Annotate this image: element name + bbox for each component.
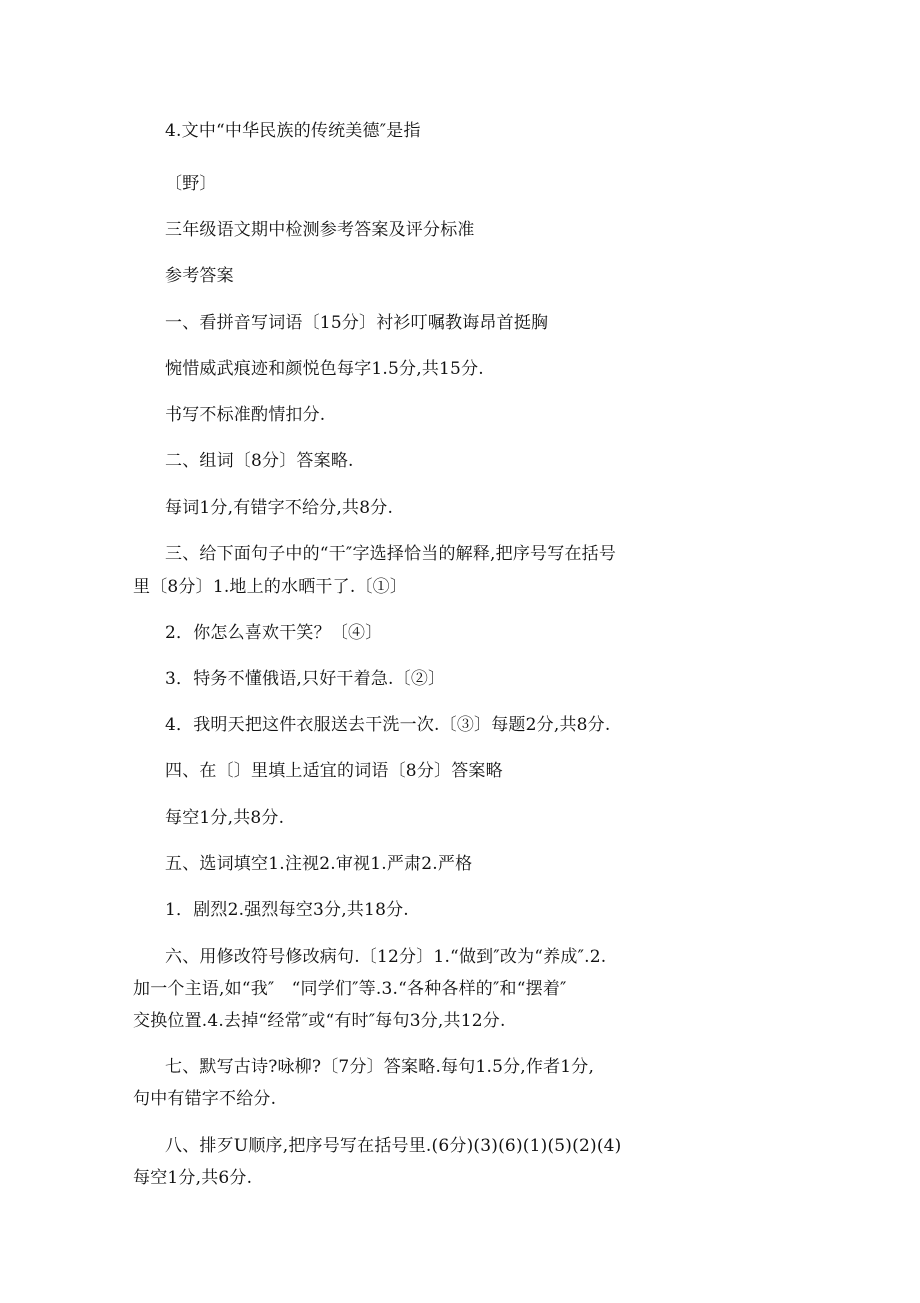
scoring-note-4: 每空1分,共8分. [165, 808, 285, 828]
answer-section-3-item-3: 3．特务不懂俄语,只好干着急.〔②〕 [165, 669, 446, 689]
answer-section-6-line-2: 加一个主语,如“我″ “同学们″等.3.“各种各样的″和“摆着″ [133, 979, 567, 999]
answer-section-8-continued: 每空1分,共6分. [133, 1168, 253, 1188]
answer-section-1: 一、看拼音写词语〔15分〕衬衫叮嘱教诲昂首挺胸 [165, 313, 549, 333]
answer-section-2: 二、组词〔8分〕答案略. [165, 451, 354, 471]
answer-section-5: 五、选词填空1.注视2.审视1.严肃2.严格 [165, 854, 473, 874]
answer-bracket: 〔野〕 [165, 174, 217, 194]
answer-section-6: 六、用修改符号修改病句.〔12分〕1.“做到″改为“养成″.2. [165, 947, 607, 967]
question-4-prompt: 4.文中“中华民族的传统美德″是指 [165, 121, 421, 141]
answer-section-3: 三、给下面句子中的“干″字选择恰当的解释,把序号写在括号 [165, 544, 617, 564]
document-title: 三年级语文期中检测参考答案及评分标准 [165, 220, 475, 240]
answer-section-7: 七、默写古诗?咏柳?〔7分〕答案略.每句1.5分,作者1分, [165, 1057, 595, 1077]
scoring-note-1: 书写不标准酌情扣分. [165, 405, 326, 425]
answer-section-4: 四、在〔〕里填上适宜的词语〔8分〕答案略 [165, 761, 503, 781]
answer-section-7-continued: 句中有错字不给分. [133, 1089, 277, 1109]
section-heading-answers: 参考答案 [165, 266, 234, 286]
answer-section-1-continued: 惋惜威武痕迹和颜悦色每字1.5分,共15分. [165, 359, 484, 379]
answer-section-6-line-3: 交换位置.4.去掉“经常″或“有时″每句3分,共12分. [133, 1011, 506, 1031]
answer-section-3-item-4: 4．我明天把这件衣服送去干洗一次.〔③〕每题2分,共8分. [165, 715, 611, 735]
answer-section-3-continued: 里〔8分〕1.地上的水晒干了.〔①〕 [133, 577, 408, 597]
answer-section-8: 八、排歹U顺序,把序号写在括号里.(6分)(3)(6)(1)(5)(2)(4) [165, 1136, 622, 1156]
answer-section-3-item-2: 2．你怎么喜欢干笑？〔④〕 [165, 623, 383, 643]
answer-section-5-continued: 1．剧烈2.强烈每空3分,共18分. [165, 900, 409, 920]
scoring-note-2: 每词1分,有错字不给分,共8分. [165, 498, 394, 518]
